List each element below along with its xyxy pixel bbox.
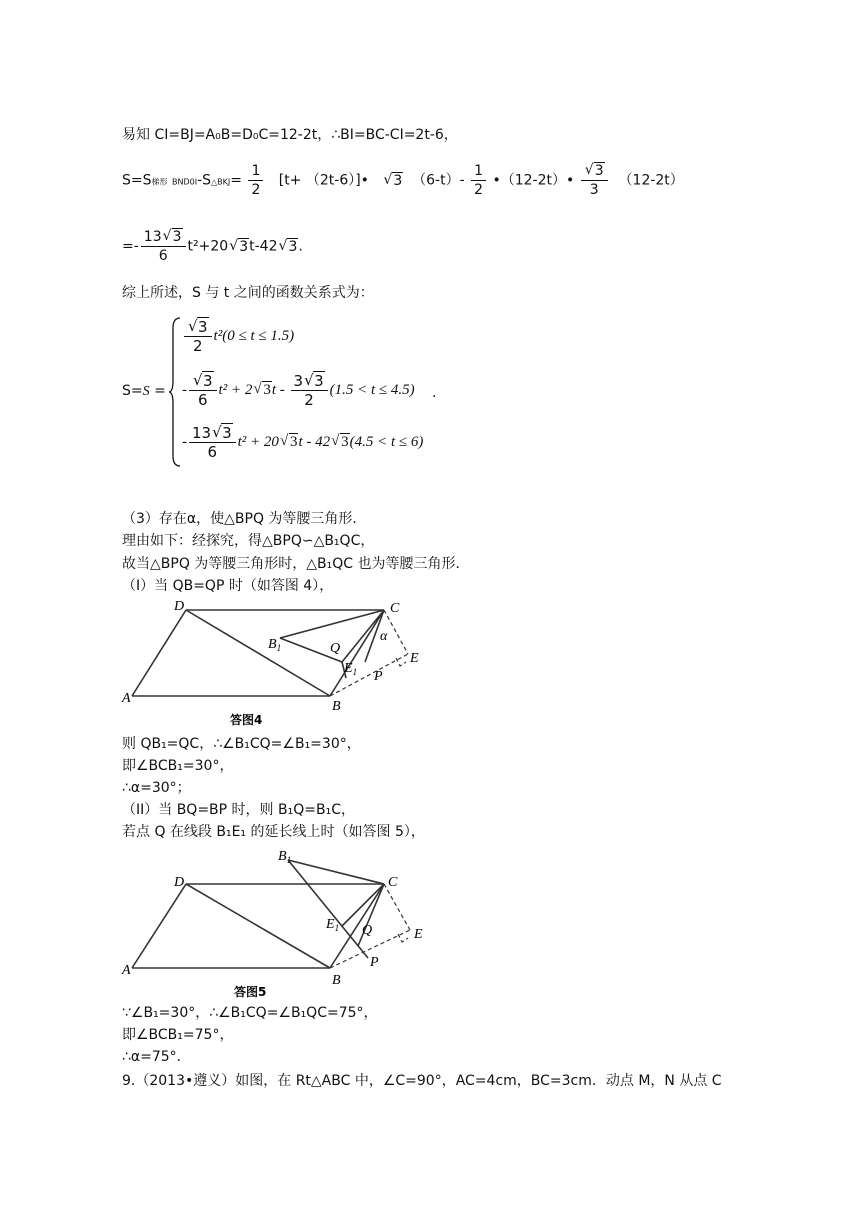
figure-4-caption: 答图4 bbox=[230, 713, 263, 727]
label-B: B bbox=[332, 973, 341, 988]
text-p7: ∴α=30°； bbox=[122, 780, 191, 796]
label-A: A bbox=[122, 963, 131, 978]
label-C: C bbox=[390, 601, 400, 616]
bracket-term: [t+ （2t-6）]• bbox=[278, 172, 369, 189]
figure-4 bbox=[118, 598, 438, 730]
label-P: P bbox=[374, 669, 383, 684]
label-B: B bbox=[332, 699, 341, 714]
figure-5-caption: 答图5 bbox=[234, 985, 267, 999]
label-E1: $E_1$ bbox=[344, 661, 358, 677]
case-row-2: - √ $\frac{3}{6}$ t² + 2√ 3t - $\frac{3√ 3}{2}$ (1.5 < t ≤ 4.5) bbox=[182, 372, 415, 409]
text-p5: 则 QB₁=QC，∴∠B₁CQ=∠B₁=30°， bbox=[122, 736, 361, 752]
term-12-2t: •（12-2t）• bbox=[492, 172, 575, 189]
s-symbol: S=S bbox=[122, 172, 152, 189]
label-D: D bbox=[174, 599, 185, 614]
case-row-1: √ $\frac{3}{2}$ t²(0 ≤ t ≤ 1.5) bbox=[182, 318, 294, 355]
fraction-half: $\frac{1}{2}$ bbox=[248, 162, 263, 199]
left-brace bbox=[168, 316, 182, 468]
sub-trapezoid: 梯形 bbox=[151, 177, 168, 187]
text-line-1: 易知 CI=BJ=A₀B=D₀C=12-2t，∴BI=BC-CI=2t-6， bbox=[122, 127, 458, 143]
label-P: P bbox=[370, 955, 379, 970]
label-A: A bbox=[122, 691, 131, 706]
equals: = bbox=[230, 172, 242, 189]
text-p11: 即∠BCB₁=75°， bbox=[122, 1027, 234, 1043]
fraction-13sqrt3-over-6: $\frac{13√ 3}{6}$ bbox=[141, 228, 186, 265]
text-p4: （I）当 QB=QP 时（如答图 4）， bbox=[122, 578, 334, 594]
text-p1: （3）存在α，使△BPQ 为等腰三角形． bbox=[122, 511, 367, 527]
label-Q: Q bbox=[362, 923, 373, 938]
text-p3: 故当△BPQ 为等腰三角形时，△B₁QC 也为等腰三角形． bbox=[122, 556, 470, 572]
term-6-t: （6-t）- bbox=[412, 172, 465, 189]
minus-s: -S bbox=[197, 172, 212, 189]
case-row-3: - $\frac{13√ 3}{6}$ t² + 20√ 3t - 42√ 3(4.5 < t ≤ 6) bbox=[182, 424, 423, 461]
sub-triangle-bkj: △BKJ bbox=[211, 177, 231, 187]
fraction-sqrt3-over-3: √ $\frac{3}{3}$ bbox=[581, 162, 608, 199]
neg-equals: =- bbox=[122, 238, 139, 255]
figure-5 bbox=[118, 846, 438, 1002]
text-p13: 9.（2013•遵义）如图，在 Rt△ABC 中，∠C=90°，AC=4cm，BC=3cm．动点 M，N 从点 C bbox=[122, 1073, 722, 1089]
label-E: E bbox=[410, 651, 419, 666]
t2-plus-20: t²+20 bbox=[187, 238, 229, 255]
text-p2: 理由如下：经探究，得△BPQ∽△B₁QC， bbox=[122, 533, 375, 549]
text-p6: 即∠BCB₁=30°， bbox=[122, 758, 234, 774]
fraction-half-2: $\frac{1}{2}$ bbox=[471, 162, 486, 199]
text-p8: （II）当 BQ=BP 时，则 B₁Q=B₁C， bbox=[122, 802, 355, 818]
text-p9: 若点 Q 在线段 B₁E₁ 的延长线上时（如答图 5）， bbox=[122, 824, 425, 840]
label-C: C bbox=[388, 875, 398, 890]
label-Q: Q bbox=[330, 641, 341, 656]
text-line-summary: 综上所述，S 与 t 之间的函数关系式为： bbox=[122, 285, 374, 301]
t-minus-42: t-42 bbox=[249, 238, 278, 255]
label-E1: $E_1$ bbox=[326, 917, 340, 933]
label-B1: $B_1$ bbox=[278, 849, 292, 865]
formula-line-2 bbox=[122, 162, 684, 199]
text-p10: ∵∠B₁=30°，∴∠B₁CQ=∠B₁QC=75°， bbox=[122, 1005, 378, 1021]
label-E: E bbox=[414, 927, 423, 942]
label-D: D bbox=[174, 875, 185, 890]
label-alpha: α bbox=[380, 629, 388, 644]
label-B1: $B_1$ bbox=[268, 637, 282, 653]
sqrt-3: √ 3 bbox=[383, 172, 403, 190]
formula-line-3: =- $\frac{13√ 3}{6}$ t²+20√ 3t-42√ 3. bbox=[122, 228, 303, 265]
term-12-2t-end: （12-2t） bbox=[618, 172, 684, 189]
text-p12: ∴α=75°． bbox=[122, 1049, 191, 1065]
sub-bnd0i: BND0I bbox=[171, 177, 198, 187]
